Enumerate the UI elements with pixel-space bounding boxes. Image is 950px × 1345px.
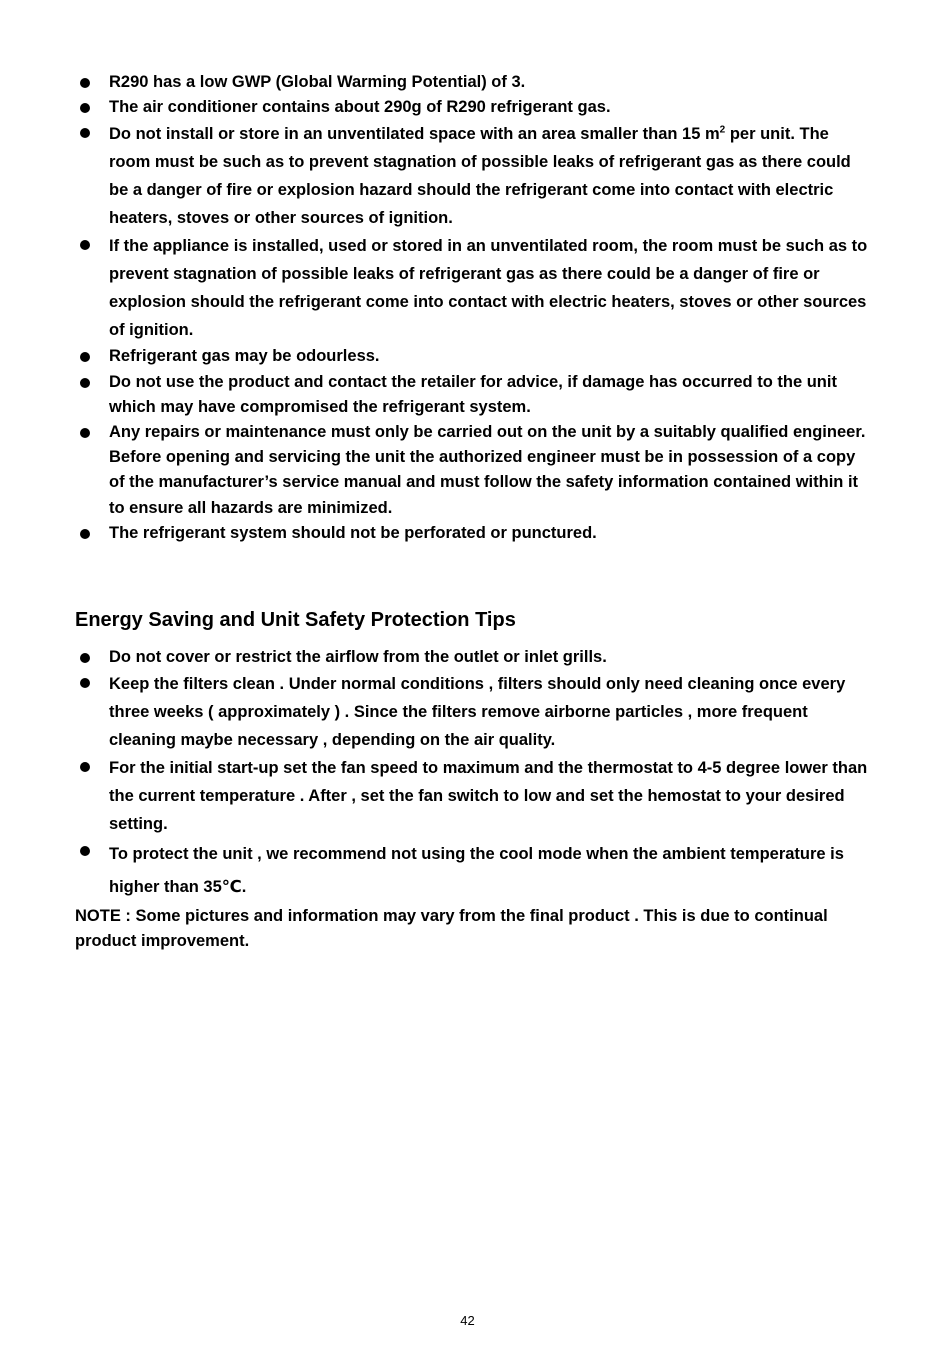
- bullet-dot-icon: [80, 678, 90, 688]
- page-number: 42: [460, 1313, 475, 1328]
- list-item-text: To protect the unit , we recommend not using the cool mode when the ambient temperature is higher than 35℃.: [109, 845, 844, 897]
- list-item-text: Any repairs or maintenance must only be carried out on the unit by a suitably qualified engineer. Before opening and servicing the unit the authorized engineer must be in possession of a copy of the manufacturer’s service manual and must follow the safety information contained within it to ensure all hazards are minimized.: [109, 423, 866, 517]
- bullet-dot-icon: [80, 653, 90, 663]
- list-item: [75, 344, 870, 369]
- energy-saving-tips-list: [75, 645, 870, 904]
- list-item-text: R290 has a low GWP (Global Warming Potential) of 3.: [109, 73, 526, 91]
- list-item: [75, 754, 870, 838]
- list-item: [75, 838, 870, 904]
- list-item: [75, 370, 870, 420]
- bullet-dot-icon: [80, 128, 90, 138]
- list-item-text: Keep the filters clean . Under normal conditions , filters should only need cleaning once every three weeks ( approximately ) . Since the filters remove airborne particles , more frequent cleaning maybe necessary , depending on the air quality.: [109, 675, 846, 750]
- bullet-dot-icon: [80, 846, 90, 856]
- list-item: [75, 95, 870, 120]
- list-item: [75, 232, 870, 344]
- list-item: [75, 120, 870, 232]
- area-text-before: Do not install or store in an unventilated space with an area smaller than 15 m: [109, 125, 720, 144]
- list-item: [75, 645, 870, 670]
- area-superscript: 2: [719, 124, 726, 136]
- bullet-dot-icon: [80, 240, 90, 250]
- list-item: [75, 521, 870, 546]
- list-item: [75, 70, 870, 95]
- list-item-text: The air conditioner contains about 290g of R290 refrigerant gas.: [109, 98, 611, 117]
- bullet-dot-icon: [80, 428, 90, 438]
- bullet-dot-icon: [80, 78, 90, 88]
- area-text-after: per unit. The room must be such as to prevent stagnation of possible leaks of refrigerant gas as there could be a danger of fire or explosion hazard should the refrigerant come into contact with electric heaters, stoves or other sources of ignition.: [109, 125, 851, 228]
- bullet-dot-icon: [80, 762, 90, 772]
- note-text: NOTE : Some pictures and information may vary from the final product . This is due to continual product improvement.: [75, 907, 828, 951]
- list-item-text: Refrigerant gas may be odourless.: [109, 347, 380, 366]
- list-item-text: Do not use the product and contact the retailer for advice, if damage has occurred to the unit which may have compromised the refrigerant system.: [109, 372, 837, 416]
- bullet-dot-icon: [80, 378, 90, 388]
- list-item-text: Do not cover or restrict the airflow from the outlet or inlet grills.: [109, 648, 607, 666]
- list-item-text: The refrigerant system should not be perforated or punctured.: [109, 523, 597, 542]
- bullet-dot-icon: [80, 352, 90, 362]
- list-item-text: If the appliance is installed, used or stored in an unventilated room, the room must be such as to prevent stagnation of possible leaks of refrigerant gas as there could be a danger of fire or explosion should the refrigerant come into contact with electric heaters, stoves or other sources of ignition.: [109, 237, 868, 340]
- list-item: [75, 420, 870, 521]
- list-item-text: For the initial start-up set the fan speed to maximum and the thermostat to 4-5 degree lower than the current temperature . After , set the fan switch to low and set the hemostat to your desired setting.: [109, 759, 868, 834]
- bullet-dot-icon: [80, 529, 90, 539]
- list-item: [75, 670, 870, 754]
- bullet-dot-icon: [80, 103, 90, 113]
- refrigerant-safety-list: [75, 70, 870, 546]
- section-heading: Energy Saving and Unit Safety Protection Tips: [75, 609, 516, 631]
- list-item-text: [109, 125, 851, 227]
